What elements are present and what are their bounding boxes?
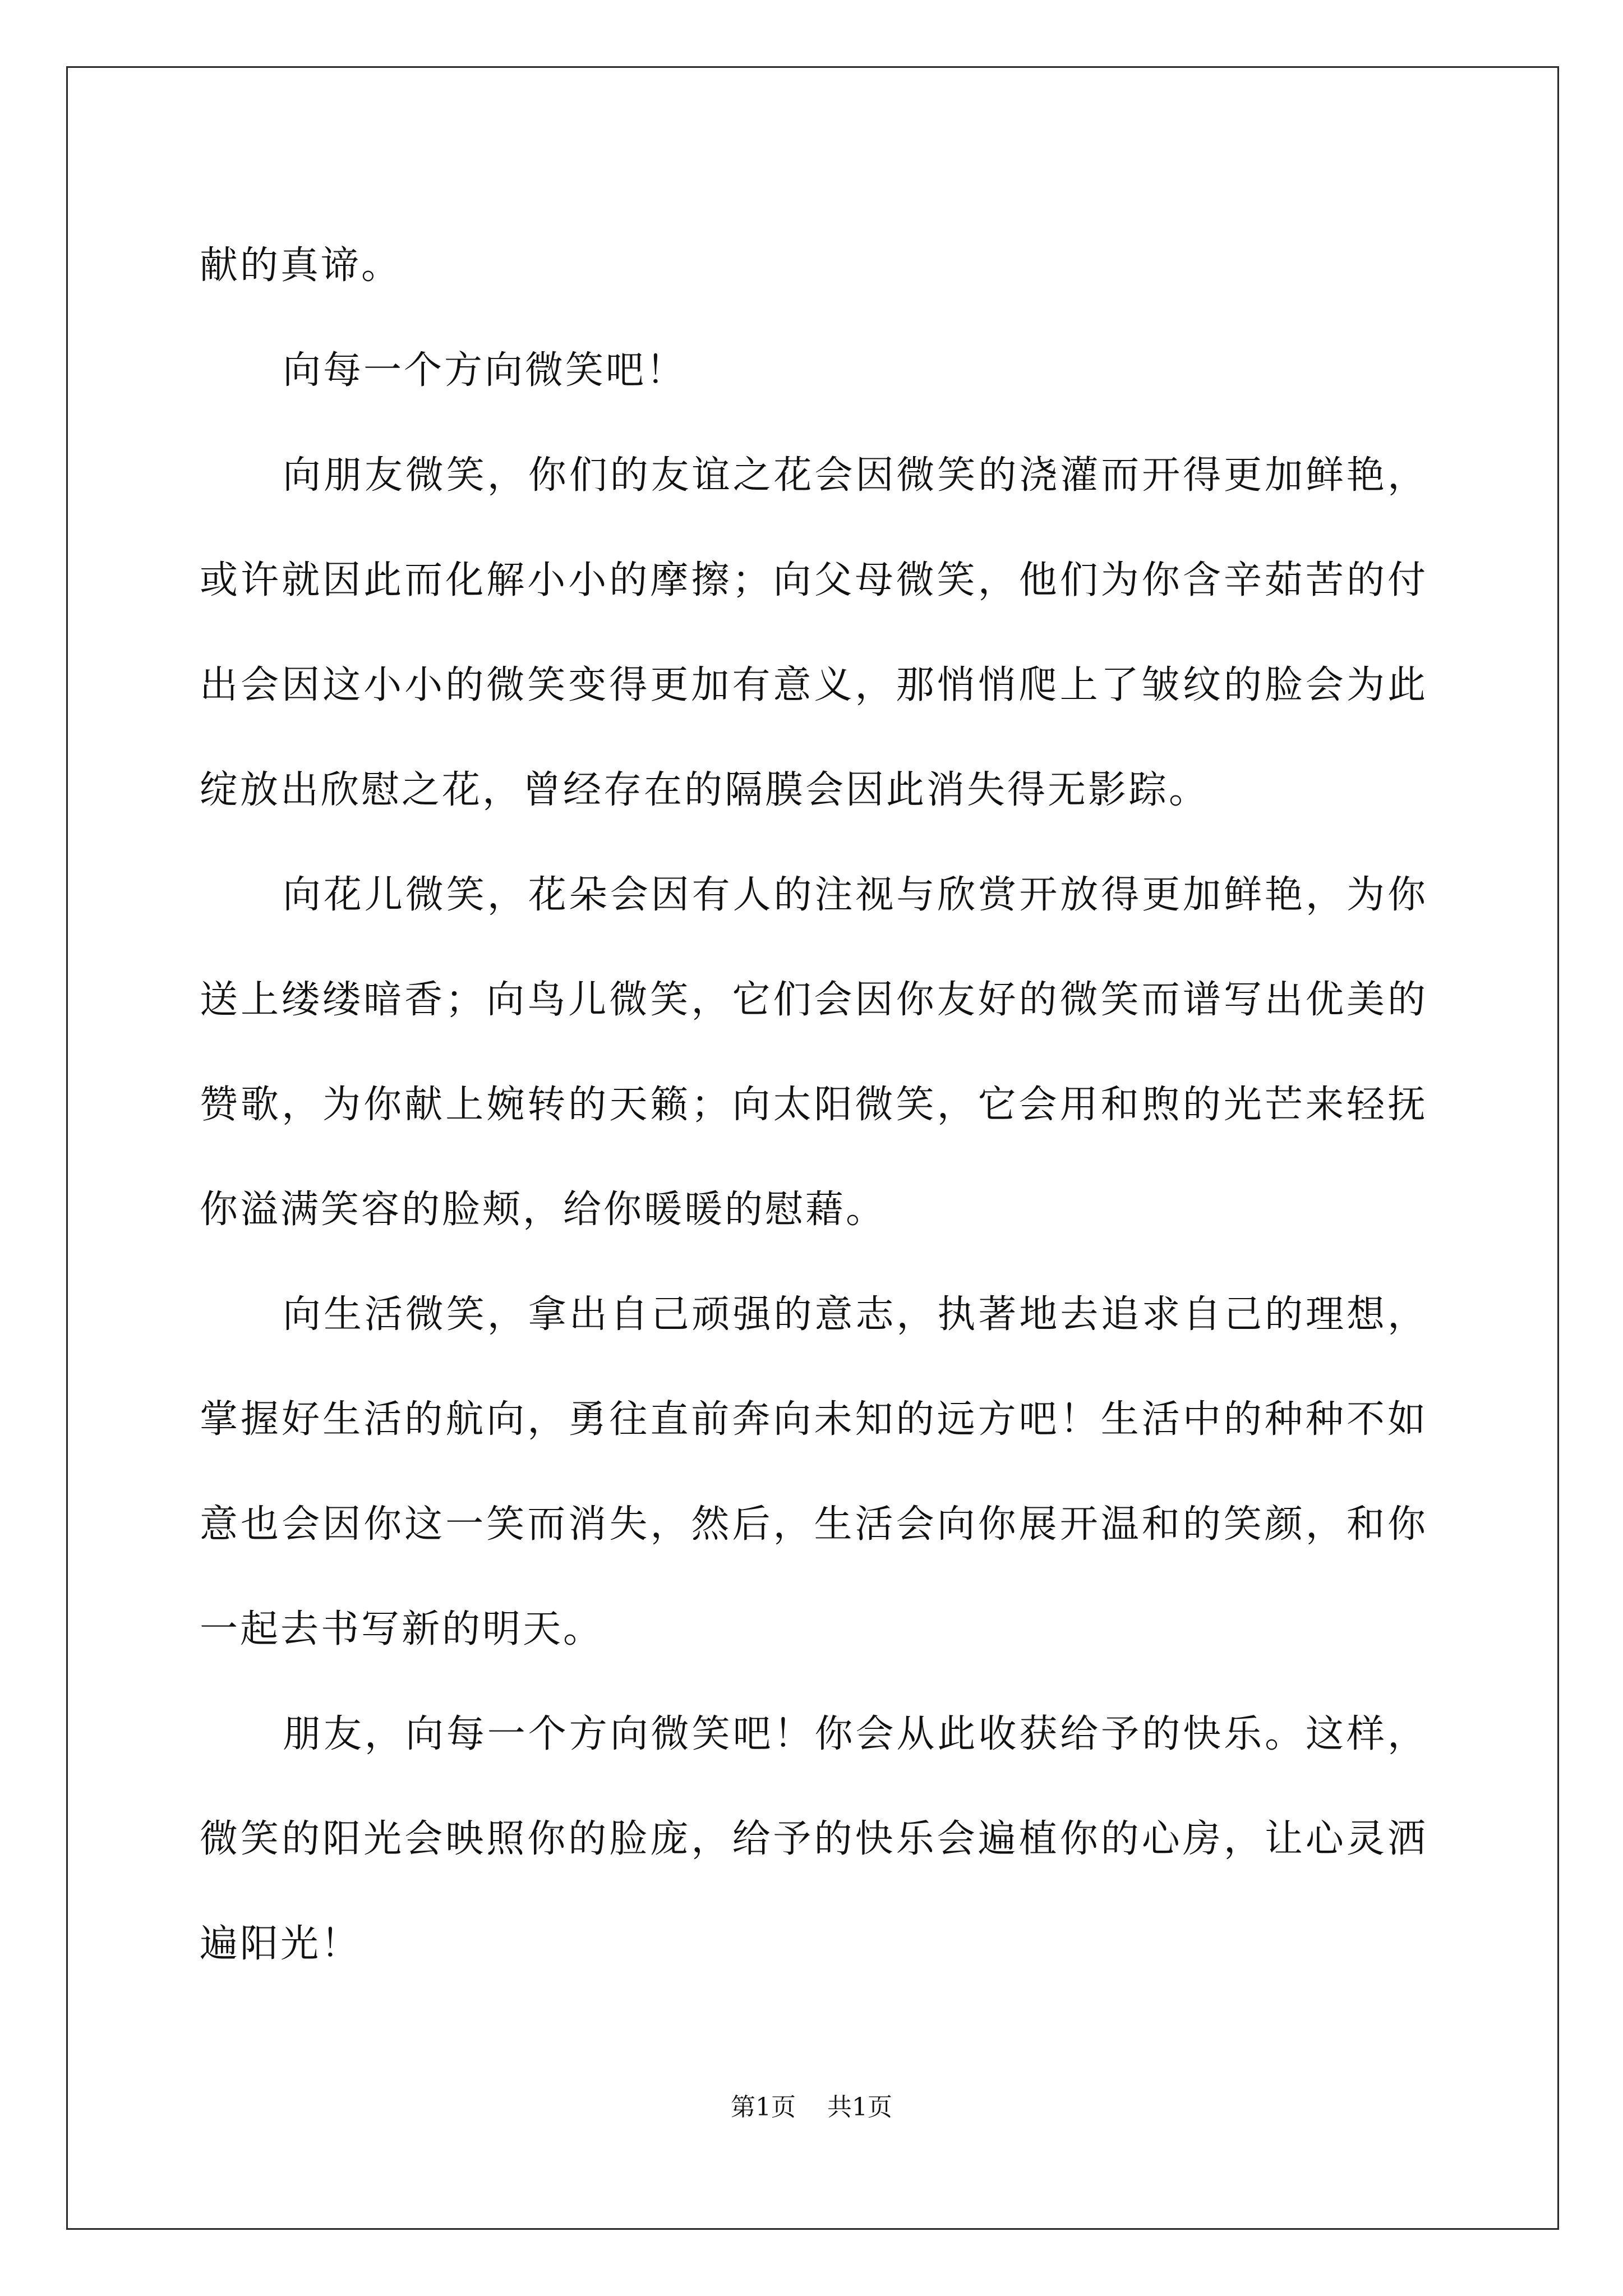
paragraph: 向每一个方向微笑吧！ [283,348,687,393]
page-footer [0,2087,1623,2123]
page-total: 共1页 [827,2093,892,2122]
paragraph: 朋友，向每一个方向微笑吧！你会从此收获给予的快乐。这样，微笑的阳光会映照你的脸庞，给予的快乐会遍植你的心房，让心灵洒遍阳光！ [200,1712,1428,1966]
paragraph: 献的真谛。 [200,243,402,288]
paragraph: 向朋友微笑，你们的友谊之花会因微笑的浇灌而开得更加鲜艳，或许就因此而化解小小的摩擦；向父母微笑，他们为你含辛茹苦的付出会因这小小的微笑变得更加有意义，那悄悄爬上了皱纹的脸会为此绽放出欣慰之花，曾经存在的隔膜会因此消失得无影踪。 [200,453,1428,812]
page-number: 第1页 [731,2093,796,2122]
paragraph: 向花儿微笑，花朵会因有人的注视与欣赏开放得更加鲜艳，为你送上缕缕暗香；向鸟儿微笑，它们会因你友好的微笑而谱写出优美的赞歌，为你献上婉转的天籁；向太阳微笑，它会用和煦的光芒来轻抚你溢满笑容的脸颊，给你暖暖的慰藉。 [200,873,1428,1232]
document-body [200,213,1428,1996]
paragraph: 向生活微笑，拿出自己顽强的意志，执著地去追求自己的理想，掌握好生活的航向，勇往直前奔向未知的远方吧！生活中的种种不如意也会因你这一笑而消失，然后，生活会向你展开温和的笑颜，和你一起去书写新的明天。 [200,1292,1428,1651]
